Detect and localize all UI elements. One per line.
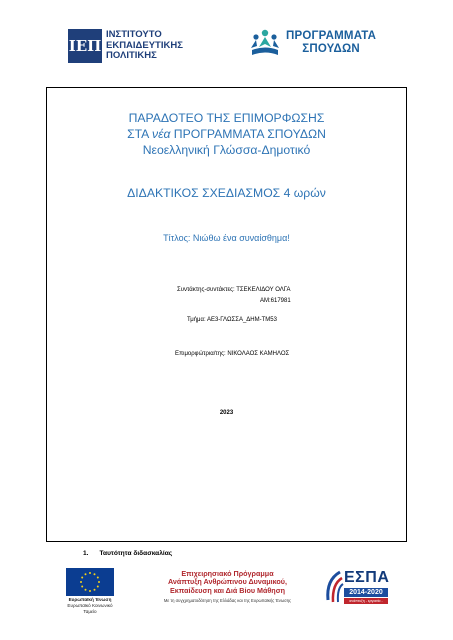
eu-caption (66, 597, 114, 615)
section-number: 1. (83, 550, 89, 557)
eu-flag-icon (66, 568, 114, 596)
ep-line: Επιχειρησιακό Πρόγραμμα (181, 569, 274, 578)
iep-mark-icon: ΙΕΠ (68, 29, 102, 63)
ps-line: ΠΡΟΓΡΑΜΜΑΤΑ (286, 30, 377, 42)
espa-motto: ανάπτυξη - εργασία - αλληλεγγύη (344, 598, 388, 604)
espa-word: ΕΣΠΑ (344, 569, 390, 586)
operational-programme-logo (135, 570, 320, 606)
plan-title: ΔΙΔΑΚΤΙΚΟΣ ΣΧΕΔΙΑΣΜΟΣ 4 ωρών (127, 186, 326, 200)
heading-line-2-prefix: ΣΤΑ (127, 127, 153, 141)
eu-caption-1: Ευρωπαϊκή Ένωση (68, 597, 112, 602)
author: Συντάκτης-συντάκτες: ΤΣΕΚΕΛΙΔΟΥ ΟΛΓΑ (177, 287, 291, 293)
iep-logo (68, 29, 183, 63)
ep-line: Ανάπτυξη Ανθρώπινου Δυναμικού, (168, 577, 287, 587)
heading-line-1: ΠΑΡΑΔΟΤΕΟ ΤΗΣ ΕΠΙΜΟΡΦΩΣΗΣ (128, 111, 325, 125)
ep-cofinance: Με τη συγχρηματοδότηση της Ελλάδας και της Ευρωπαϊκής Ένωσης (163, 598, 292, 604)
iep-line: ΠΟΛΙΤΙΚΗΣ (106, 50, 157, 62)
lesson-title: Τίτλος: Νιώθω ένα συναίσθημα! (163, 233, 290, 243)
section-label: Ταυτότητα διδασκαλίας (99, 550, 173, 557)
heading-line-3: Νεοελληνική Γλώσσα-Δημοτικό (142, 143, 311, 157)
heading-line-2-italic: νέα (152, 127, 171, 141)
registration-number: ΑΜ:617981 (260, 298, 291, 304)
department: Τμήμα: ΑΕ3-ΓΛΩΣΣΑ_ΔΗΜ-ΤΜ53 (187, 317, 277, 323)
section-heading (83, 550, 172, 557)
heading-line-2 (47, 126, 406, 142)
people-book-icon (248, 27, 282, 59)
ep-line: Εκπαίδευση και Διά Βίου Μάθηση (169, 585, 286, 595)
heading-line-2-suffix: ΠΡΟΓΡΑΜΜΑΤΑ ΣΠΟΥΔΩΝ (170, 127, 326, 141)
eu-caption-2: Ευρωπαϊκό Κοινωνικό Ταμείο (67, 603, 113, 614)
greek-flag-arc-icon (322, 570, 344, 606)
ps-line: ΣΠΟΥΔΩΝ (302, 43, 360, 55)
espa-years: 2014-2020 (344, 588, 388, 597)
eu-logo (66, 568, 114, 615)
iep-line: ΙΝΣΤΙΤΟΥΤΟ (106, 29, 162, 41)
trainer: Επιμορφώτρια/της: ΝΙΚΟΛΑΟΣ ΚΑΜΗΛΟΣ (175, 351, 290, 357)
iep-line: ΕΚΠΑΙΔΕΥΤΙΚΗΣ (106, 39, 183, 51)
programmata-spoudon-logo (248, 27, 376, 59)
espa-logo (322, 568, 388, 608)
cover-heading (47, 110, 406, 158)
ps-name (286, 30, 376, 56)
cover-frame (46, 87, 407, 542)
year: 2023 (219, 410, 234, 416)
iep-name (106, 30, 183, 62)
